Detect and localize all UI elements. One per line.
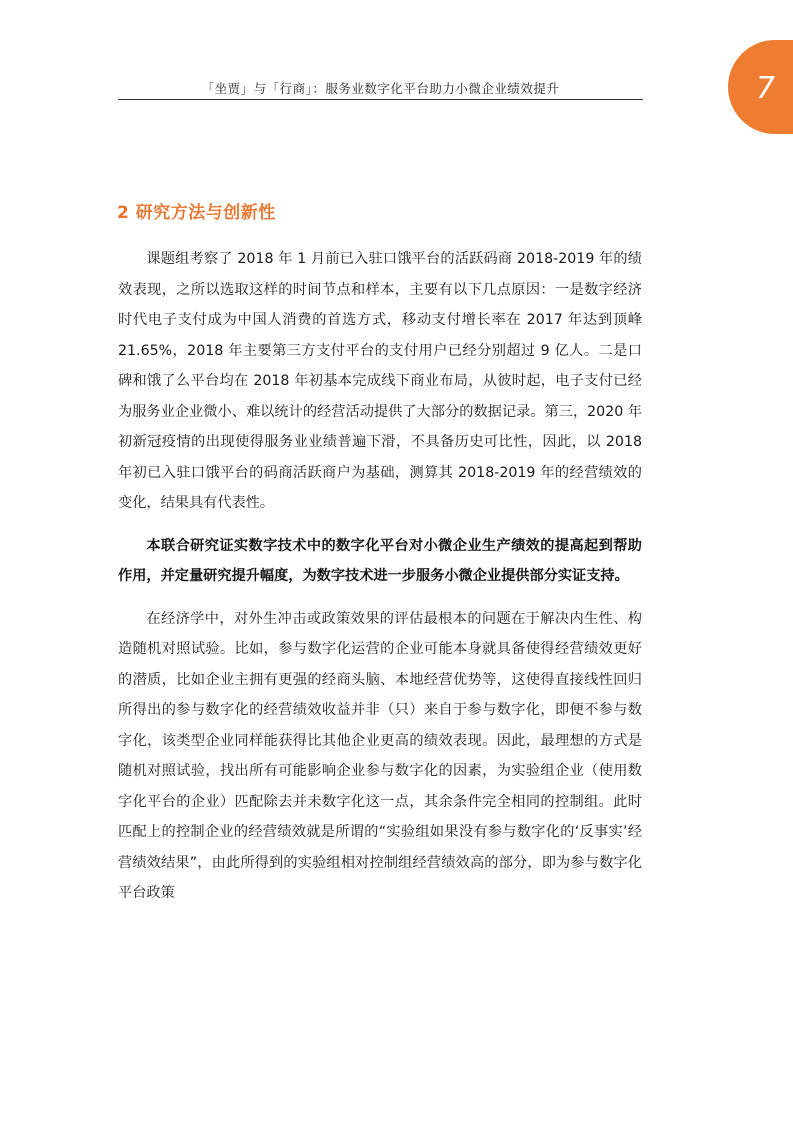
paragraph-methodology: 在经济学中，对外生冲击或政策效果的评估最根本的问题在于解决内生性、构造随机对照试验。比如，参与数字化运营的企业可能本身就具备使得经营绩效更好的潜质，比如企业主拥有更强的经商头脑、本地经营优势等，这使得直接线性回归所得出的参与数字化的经营绩效收益并非（只）来自于参与数字化，即便不参与数字化，该类型企业同样能获得比其他企业更高的绩效表现。因此，最理想的方式是随机对照试验，找出所有可能影响企业参与数字化的因素，为实验组企业（使用数字化平台的企业）匹配除去并未数字化这一点，其余条件完全相同的控制组。此时匹配上的控制企业的经营绩效就是所谓的“实验组如果没有参与数字化的‘反事实’经营绩效结果”，由此所得到的实验组相对控制组经营绩效高的部分，即为参与数字化平台政策	[118, 610, 642, 901]
header-divider	[118, 99, 643, 100]
running-header-title: 「坐贾」与「行商」：服务业数字化平台助力小微企业绩效提升	[201, 81, 560, 96]
body-text	[118, 244, 642, 921]
section-heading: 2 研究方法与创新性	[117, 203, 276, 223]
page-number: 7	[756, 71, 776, 106]
paragraph-sample-selection: 课题组考察了 2018 年 1 月前已入驻口饿平台的活跃码商 2018-2019 年的绩效表现，之所以选取这样的时间节点和样本，主要有以下几点原因：一是数字经济时代电子支付成为中国人消费的首选方式，移动支付增长率在 2017 年达到顶峰 21.65%，2018 年主要第三方支付平台的支付用户已经分别超过 9 亿人。二是口碑和饿了么平台均在 2018 年初基本完成线下商业布局，从彼时起，电子支付已经为服务业企业微小、难以统计的经营活动提供了大部分的数据记录。第三，2020 年初新冠疫情的出现使得服务业业绩普遍下滑，不具备历史可比性，因此，以 2018 年初已入驻口饿平台的码商活跃商户为基础，测算其 2018-2019 年的经营绩效的变化，结果具有代表性。	[118, 251, 642, 511]
paragraph-research-contribution: 本联合研究证实数字技术中的数字化平台对小微企业生产绩效的提高起到帮助作用，并定量研究提升幅度，为数字技术进一步服务小微企业提供部分实证支持。	[118, 537, 642, 584]
